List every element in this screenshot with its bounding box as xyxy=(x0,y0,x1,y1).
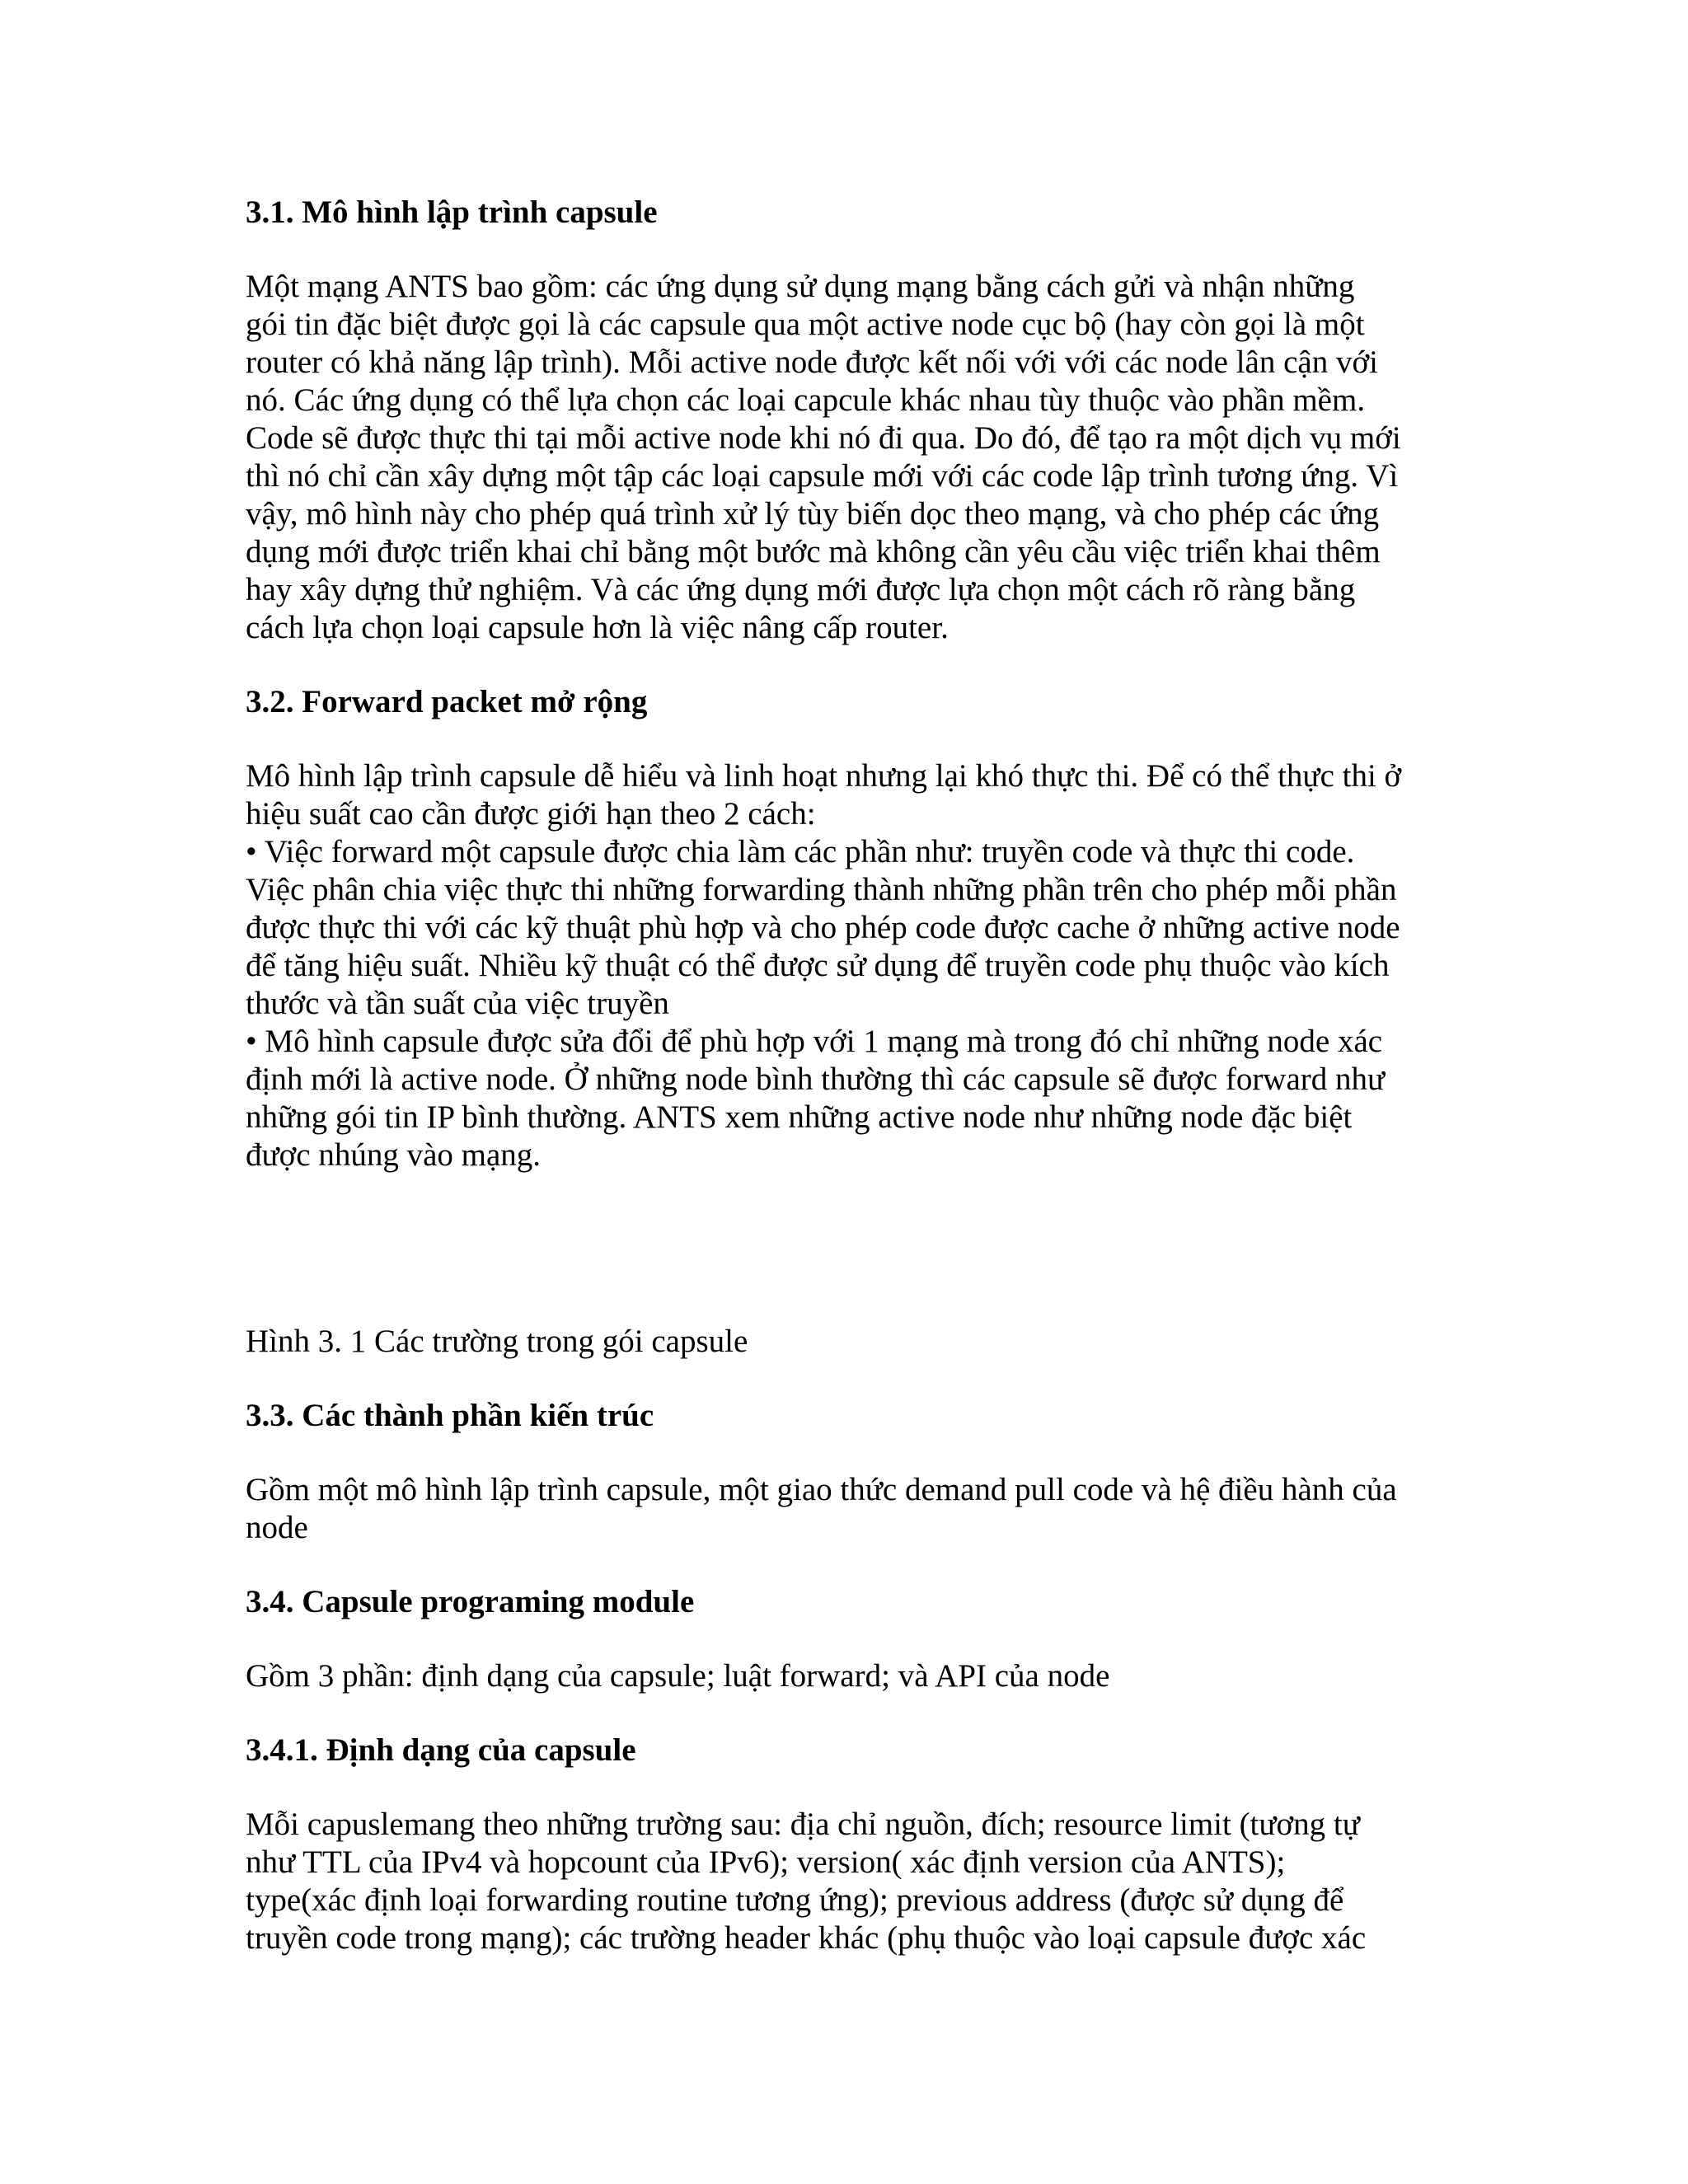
section-paragraph-3-4 xyxy=(246,1657,1465,1695)
text-line: node xyxy=(246,1510,308,1545)
section-paragraph-3-4-1 xyxy=(246,1806,1465,1957)
bullet-line: • Mô hình capsule được sửa đổi để phù hợp với 1 mạng mà trong đó chỉ những node xác xyxy=(246,1024,1383,1059)
text-line: những gói tin IP bình thường. ANTS xem những active node như những node đặc biệt xyxy=(246,1099,1353,1135)
section-paragraph-3-2 xyxy=(246,757,1465,1174)
section-paragraph-3-3 xyxy=(246,1471,1465,1547)
text-line: Mô hình lập trình capsule dễ hiểu và linh hoạt nhưng lại khó thực thi. Để có thể thực thi ở xyxy=(246,758,1402,794)
text-line: truyền code trong mạng); các trường header khác (phụ thuộc vào loại capsule được xác xyxy=(246,1920,1367,1956)
text-line: thước và tần suất của việc truyền xyxy=(246,986,669,1021)
section-heading-3-2: 3.2. Forward packet mở rộng xyxy=(246,684,648,719)
document-page xyxy=(246,194,1465,1957)
text-line: cách lựa chọn loại capsule hơn là việc nâng cấp router. xyxy=(246,610,949,645)
section-heading-3-1: 3.1. Mô hình lập trình capsule xyxy=(246,194,658,230)
text-line: Mỗi capuslemang theo những trường sau: địa chỉ nguồn, đích; resource limit (tương tự xyxy=(246,1807,1360,1842)
text-line: Gồm 3 phần: định dạng của capsule; luật forward; và API của node xyxy=(246,1658,1110,1694)
text-line: được thực thi với các kỹ thuật phù hợp và cho phép code được cache ở những active node xyxy=(246,910,1400,945)
text-line: định mới là active node. Ở những node bình thường thì các capsule sẽ được forward như xyxy=(246,1062,1386,1097)
text-line: Code sẽ được thực thi tại mỗi active node khi nó đi qua. Do đó, để tạo ra một dịch vụ mới xyxy=(246,420,1401,456)
text-line: hiệu suất cao cần được giới hạn theo 2 cách: xyxy=(246,796,816,832)
text-line: để tăng hiệu suất. Nhiều kỹ thuật có thể được sử dụng để truyền code phụ thuộc vào kích xyxy=(246,948,1390,983)
figure-caption: Hình 3. 1 Các trường trong gói capsule xyxy=(246,1324,748,1359)
text-line: Việc phân chia việc thực thi những forwarding thành những phần trên cho phép mỗi phần xyxy=(246,872,1397,907)
text-line: Một mạng ANTS bao gồm: các ứng dụng sử dụng mạng bằng cách gửi và nhận những xyxy=(246,269,1355,304)
text-line: dụng mới được triển khai chỉ bằng một bước mà không cần yêu cầu việc triển khai thêm xyxy=(246,534,1381,569)
text-line: nó. Các ứng dụng có thể lựa chọn các loại capcule khác nhau tùy thuộc vào phần mềm. xyxy=(246,382,1366,418)
bullet-line: • Việc forward một capsule được chia làm các phần như: truyền code và thực thi code. xyxy=(246,834,1355,869)
section-heading-3-4-1: 3.4.1. Định dạng của capsule xyxy=(246,1732,636,1768)
text-line: router có khả năng lập trình). Mỗi active node được kết nối với với các node lân cận với xyxy=(246,344,1378,380)
text-line: Gồm một mô hình lập trình capsule, một giao thức demand pull code và hệ điều hành của xyxy=(246,1472,1397,1507)
text-line: gói tin đặc biệt được gọi là các capsule qua một active node cục bộ (hay còn gọi là một xyxy=(246,307,1365,342)
text-line: hay xây dựng thử nghiệm. Và các ứng dụng mới được lựa chọn một cách rõ ràng bằng xyxy=(246,572,1356,607)
text-line: được nhúng vào mạng. xyxy=(246,1137,542,1173)
section-paragraph-3-1 xyxy=(246,268,1465,647)
text-line: vậy, mô hình này cho phép quá trình xử lý tùy biến dọc theo mạng, và cho phép các ứng xyxy=(246,496,1380,532)
text-line: type(xác định loại forwarding routine tương ứng); previous address (được sử dụng để xyxy=(246,1882,1344,1918)
text-line: thì nó chỉ cần xây dựng một tập các loại capsule mới với các code lập trình tương ứng. Vì xyxy=(246,458,1399,494)
section-heading-3-4: 3.4. Capsule programing module xyxy=(246,1584,695,1619)
section-heading-3-3: 3.3. Các thành phần kiến trúc xyxy=(246,1398,654,1433)
text-line: như TTL của IPv4 và hopcount của IPv6); version( xác định version của ANTS); xyxy=(246,1844,1286,1880)
